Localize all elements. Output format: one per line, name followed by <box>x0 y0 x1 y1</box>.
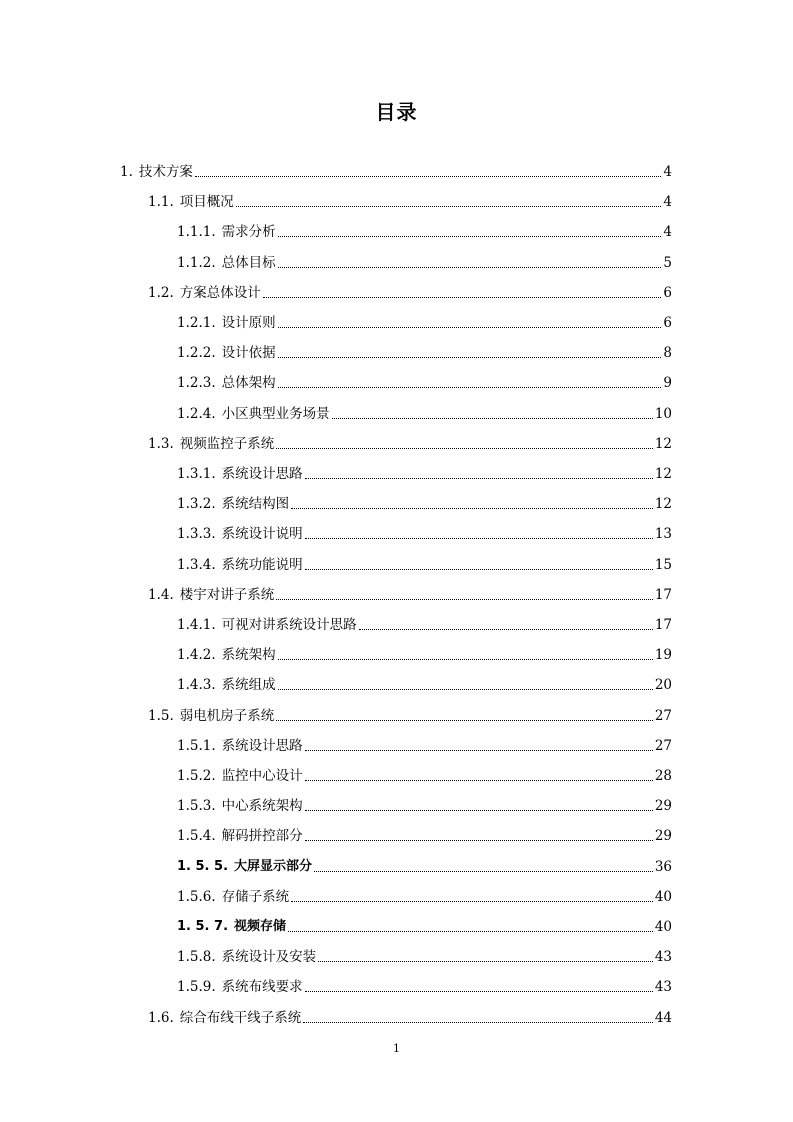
dot-leader <box>314 871 653 872</box>
toc-entry-page: 29 <box>654 828 672 845</box>
dot-leader <box>291 508 653 509</box>
toc-entry-page: 40 <box>654 919 672 935</box>
toc-entry[interactable] <box>148 189 672 211</box>
toc-entry[interactable] <box>177 854 672 876</box>
toc-entry-number: 1.6. <box>148 1009 174 1026</box>
toc-entry-title: 存储子系统 <box>221 888 290 905</box>
toc-entry[interactable] <box>148 431 672 453</box>
toc-entry-title: 中心系统架构 <box>221 798 303 815</box>
dot-leader <box>236 206 662 207</box>
dot-leader <box>291 901 653 902</box>
toc-entry[interactable] <box>148 1005 672 1027</box>
toc-entry-title: 可视对讲系统设计思路 <box>221 617 357 633</box>
toc-entry-number: 1.2.2. <box>177 345 216 362</box>
toc-entry-title: 系统设计思路 <box>221 466 303 482</box>
toc-entry-title: 楼宇对讲子系统 <box>179 586 275 603</box>
toc-entry-title: 弱电机房子系统 <box>179 707 275 724</box>
toc-entry-number: 1.2.1. <box>177 315 216 331</box>
toc-entry-page: 10 <box>654 405 672 422</box>
toc-entry[interactable] <box>177 250 672 272</box>
toc-entry[interactable] <box>177 642 672 664</box>
dot-leader <box>278 387 662 388</box>
toc-entry-title: 系统设计说明 <box>221 526 303 543</box>
dot-leader <box>278 659 653 660</box>
toc-entry-number: 1.2.4. <box>177 405 216 422</box>
dot-leader <box>276 448 653 449</box>
toc-entry[interactable] <box>177 461 672 483</box>
toc-entry-page: 40 <box>654 888 672 905</box>
toc-entry-number: 1.2. <box>148 284 174 301</box>
toc-entry[interactable] <box>177 974 672 996</box>
toc-entry-page: 12 <box>654 466 672 482</box>
toc-entry-title: 系统功能说明 <box>221 556 303 573</box>
toc-entry-title: 系统设计及安装 <box>221 949 317 966</box>
dot-leader <box>276 599 653 600</box>
toc-entry[interactable] <box>177 612 672 634</box>
toc-entry[interactable] <box>177 491 672 513</box>
toc-entry[interactable] <box>177 793 672 815</box>
toc-entry[interactable] <box>177 401 672 423</box>
toc-entry-page: 8 <box>663 345 672 362</box>
toc-entry[interactable] <box>148 280 672 302</box>
toc-entry-number: 1.1. <box>148 194 174 211</box>
toc-entry-title: 视频存储 <box>234 919 287 934</box>
toc-entry-page: 5 <box>663 254 672 271</box>
toc-entry-title: 设计依据 <box>221 345 276 362</box>
toc-entry-title: 监控中心设计 <box>221 768 303 784</box>
toc-entry-number: 1.5.2. <box>177 768 216 784</box>
toc-entry-title: 系统结构图 <box>221 496 290 513</box>
dot-leader <box>305 840 653 841</box>
toc-entry-page: 13 <box>654 526 672 543</box>
dot-leader <box>278 357 662 358</box>
dot-leader <box>276 720 653 721</box>
dot-leader <box>305 478 653 479</box>
toc-entry-number: 1.5.6. <box>177 888 216 905</box>
toc-entry-page: 6 <box>663 315 672 331</box>
toc-entry-title: 总体架构 <box>221 375 276 392</box>
toc-entry[interactable] <box>177 521 672 543</box>
toc-entry-number: 1.5.1. <box>177 737 216 754</box>
toc-entry-page: 12 <box>654 435 672 452</box>
toc-entry-number: 1.2.3. <box>177 375 216 392</box>
toc-entry-number: 1. <box>120 164 133 180</box>
toc-entry-number: 1.1.1. <box>177 224 216 241</box>
toc-entry[interactable] <box>177 672 672 694</box>
toc-entry[interactable] <box>177 370 672 392</box>
toc-entry-number: 1.3.1. <box>177 466 216 482</box>
toc-entry-number: 1.3.4. <box>177 556 216 573</box>
toc-entry-page: 4 <box>663 164 672 180</box>
dot-leader <box>305 810 653 811</box>
dot-leader <box>305 538 653 539</box>
dot-leader <box>278 327 662 328</box>
page-number: 1 <box>393 1042 400 1055</box>
dot-leader <box>305 569 653 570</box>
toc-entry[interactable] <box>177 552 672 574</box>
dot-leader <box>195 176 662 177</box>
toc-entry-number: 1.4.2. <box>177 647 216 664</box>
toc-entry-number: 1.3.3. <box>177 526 216 543</box>
toc-entry-title: 需求分析 <box>221 224 276 241</box>
toc-entry-title: 总体目标 <box>221 254 276 271</box>
toc-entry-number: 1.4. <box>148 586 174 603</box>
toc-entry-number: 1. 5. 7. <box>177 919 229 934</box>
dot-leader <box>359 629 653 630</box>
toc-entry[interactable] <box>148 703 672 725</box>
toc-entry-page: 17 <box>654 617 672 633</box>
toc-entry-number: 1. 5. 5. <box>177 858 229 874</box>
toc-entry-number: 1.5.9. <box>177 979 216 996</box>
toc-entry-page: 28 <box>654 768 672 784</box>
dot-leader <box>278 267 662 268</box>
toc-entry[interactable] <box>177 733 672 755</box>
toc-entry-page: 9 <box>663 375 672 392</box>
toc-title: 目录 <box>375 100 418 124</box>
toc-entry-number: 1.1.2. <box>177 254 216 271</box>
toc-entry-title: 解码拼控部分 <box>221 828 303 845</box>
toc-entry-number: 1.4.3. <box>177 677 216 694</box>
toc-entry-page: 12 <box>654 496 672 513</box>
toc-entry-page: 43 <box>654 949 672 966</box>
toc-entry-number: 1.3. <box>148 435 174 452</box>
toc-entry-page: 17 <box>654 586 672 603</box>
toc-entry-title: 系统布线要求 <box>221 979 303 996</box>
toc-entry-page: 20 <box>654 677 672 694</box>
toc-entry[interactable] <box>177 914 672 936</box>
toc-entry[interactable] <box>120 159 672 181</box>
dot-leader <box>305 750 653 751</box>
toc-entry-number: 1.5.8. <box>177 949 216 966</box>
dot-leader <box>305 991 653 992</box>
toc-entry-number: 1.5. <box>148 707 174 724</box>
toc-entry-title: 系统组成 <box>221 677 276 694</box>
toc-entry-page: 43 <box>654 979 672 996</box>
dot-leader <box>305 780 653 781</box>
toc-entry-title: 大屏显示部分 <box>234 858 313 874</box>
toc-entry-page: 4 <box>663 224 672 241</box>
toc-entry-title: 系统架构 <box>221 647 276 664</box>
dot-leader <box>332 418 653 419</box>
toc-entry[interactable] <box>177 884 672 906</box>
toc-entry-number: 1.3.2. <box>177 496 216 513</box>
toc-entry-page: 15 <box>654 556 672 573</box>
toc-entry-number: 1.4.1. <box>177 617 216 633</box>
toc-entry-page: 27 <box>654 707 672 724</box>
dot-leader <box>318 961 653 962</box>
toc-entry-title: 小区典型业务场景 <box>221 405 330 422</box>
toc-entry-title: 综合布线干线子系统 <box>179 1009 302 1026</box>
dot-leader <box>263 297 662 298</box>
toc-entry-page: 4 <box>663 194 672 211</box>
toc-entry-page: 29 <box>654 798 672 815</box>
toc-entry-title: 方案总体设计 <box>179 284 261 301</box>
toc-entry-number: 1.5.4. <box>177 828 216 845</box>
toc-entry[interactable] <box>177 219 672 241</box>
toc-entry[interactable] <box>177 944 672 966</box>
toc-entry-title: 技术方案 <box>138 164 193 180</box>
dot-leader <box>288 931 653 932</box>
toc-entry-title: 设计原则 <box>221 315 276 331</box>
toc-entry-page: 6 <box>663 284 672 301</box>
toc-entry-page: 19 <box>654 647 672 664</box>
dot-leader <box>278 689 653 690</box>
toc-entry-title: 系统设计思路 <box>221 737 303 754</box>
toc-entry[interactable] <box>177 340 672 362</box>
toc-entry[interactable] <box>177 823 672 845</box>
toc-entry-number: 1.5.3. <box>177 798 216 815</box>
toc-entry[interactable] <box>148 582 672 604</box>
toc-entry-page: 36 <box>654 858 672 875</box>
dot-leader <box>303 1022 653 1023</box>
toc-entry-title: 项目概况 <box>179 194 234 211</box>
toc-entry-title: 视频监控子系统 <box>179 435 275 452</box>
toc-entry-page: 27 <box>654 737 672 754</box>
toc-entry[interactable] <box>177 763 672 785</box>
toc-entry[interactable] <box>177 310 672 332</box>
toc-entry-page: 44 <box>654 1009 672 1026</box>
dot-leader <box>278 236 662 237</box>
